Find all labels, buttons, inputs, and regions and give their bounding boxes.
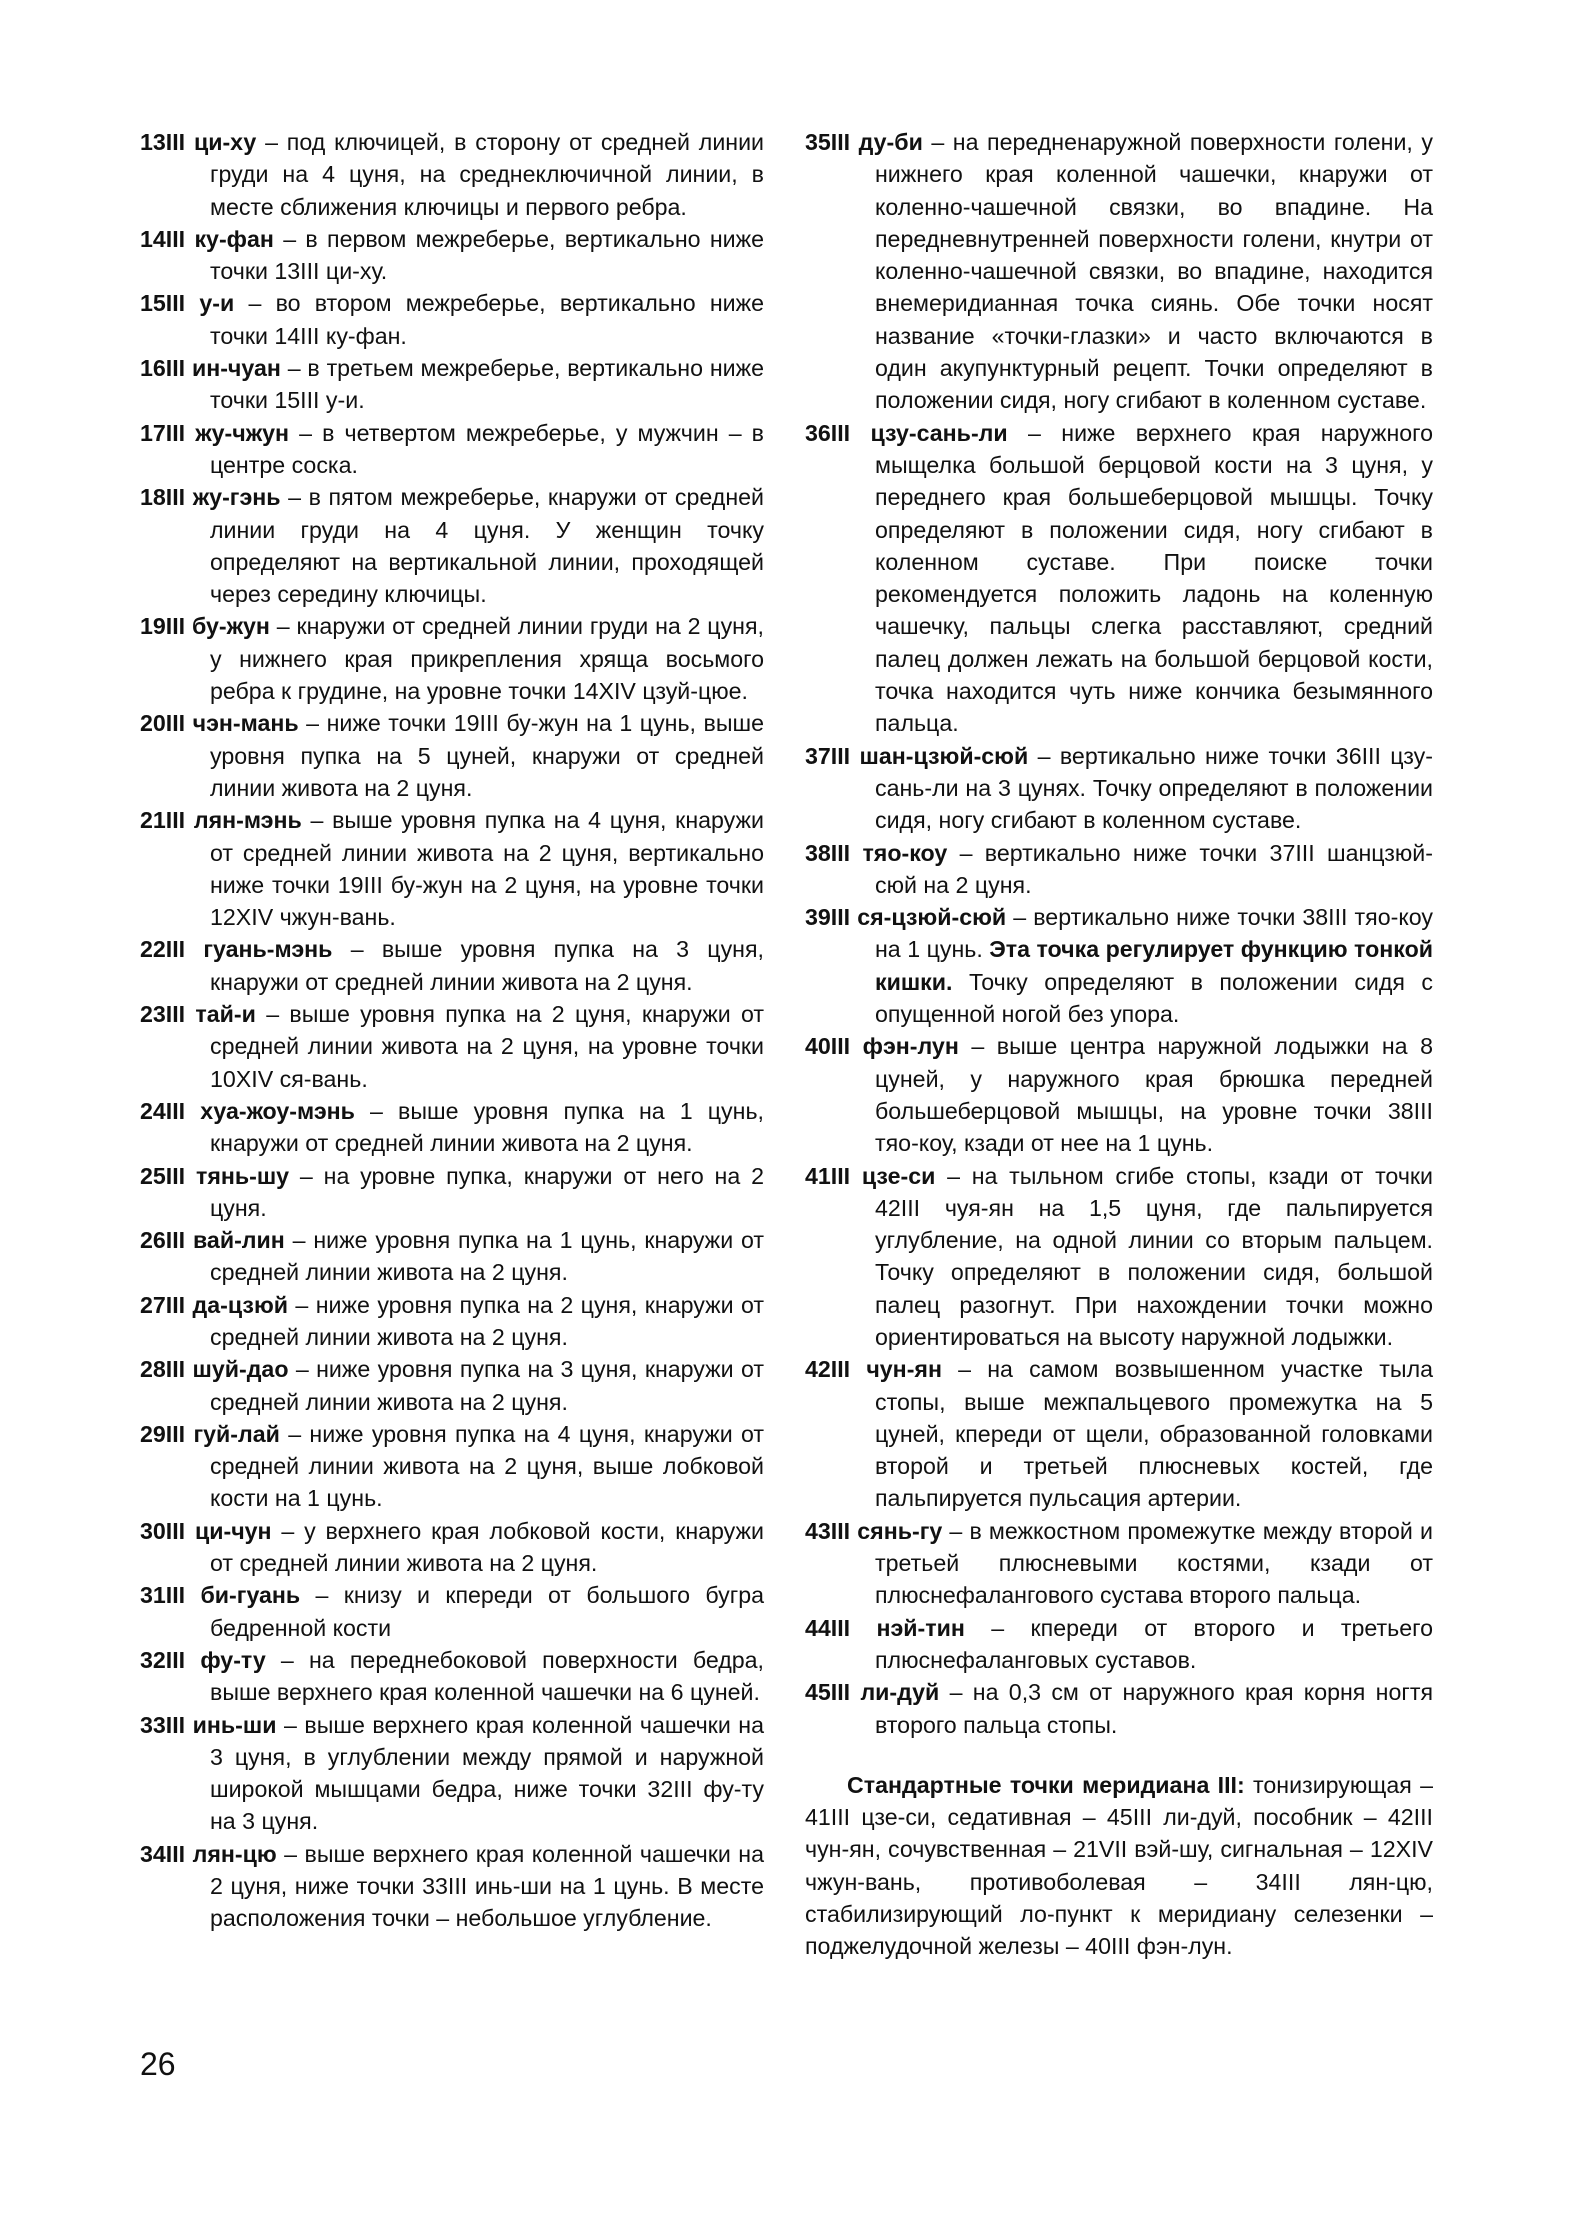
point-entry <box>140 223 764 288</box>
point-name: би-гуань <box>200 1582 301 1609</box>
point-code: 41III <box>805 1162 851 1189</box>
point-name: тяо-коу <box>862 839 948 866</box>
point-description: – в четвертом межреберье, у мужчин – в центре соска. <box>210 419 764 478</box>
point-code: 32III <box>140 1646 186 1673</box>
point-name: фу-ту <box>200 1646 266 1673</box>
point-name: лян-цю <box>192 1840 277 1867</box>
point-description: – ниже уровня пупка на 2 цуня, кнаружи от средней линии живота на 2 цуня. <box>210 1291 764 1350</box>
point-name: вай-лин <box>192 1227 285 1254</box>
point-entry <box>140 933 764 998</box>
point-entry <box>140 707 764 804</box>
point-code: 29III <box>140 1420 186 1447</box>
point-code: 19III <box>140 613 186 640</box>
point-description: – ниже уровня пупка на 3 цуня, кнаружи от средней линии живота на 2 цуня. <box>210 1356 764 1415</box>
point-code: 15III <box>140 290 186 317</box>
point-code: 43III <box>805 1517 851 1544</box>
point-entry <box>805 1030 1433 1159</box>
point-description: – книзу и кпереди от большого бугра бедренной кости <box>210 1582 764 1641</box>
point-code: 44III <box>805 1614 851 1641</box>
point-name: ци-ху <box>193 129 257 155</box>
point-code: 42III <box>805 1356 851 1383</box>
point-code: 33III <box>140 1711 186 1738</box>
point-name: ли-дуй <box>860 1679 940 1706</box>
point-name: сянь-гу <box>857 1517 943 1544</box>
point-code: 40III <box>805 1033 851 1060</box>
point-description: – выше центра наружной лодыжки на 8 цуней, у наружного края брюшка передней большеберцовой мышцы, на уровне точки 38III тяо-коу, кзади от нее на 1 цунь. <box>875 1033 1433 1157</box>
point-code: 27III <box>140 1291 186 1318</box>
point-code: 45III <box>805 1679 851 1706</box>
point-description: – вертикально ниже точки 36III цзу-сань-ли на 3 цунях. Точку определяют в положении сидя, ногу сгибают в коленном суставе. <box>875 742 1433 834</box>
point-description: – под ключицей, в сторону от средней линии груди на 4 цуня, на среднеключичной линии, в месте сближения ключицы и первого ребра. <box>210 129 764 220</box>
point-entry <box>140 1515 764 1580</box>
point-entry <box>805 837 1433 902</box>
point-description: – у верхнего края лобковой кости, кнаружи от средней линии живота на 2 цуня. <box>210 1517 764 1577</box>
point-code: 35III <box>805 129 851 155</box>
point-description: – ниже точки 19III бу-жун на 1 цунь, выше уровня пупка на 5 цуней, кнаружи от средней линии живота на 2 цуня. <box>210 710 764 801</box>
point-name: ку-фан <box>194 225 274 252</box>
point-entry <box>140 804 764 933</box>
point-name: фэн-лун <box>862 1033 959 1060</box>
point-name: цзу-сань-ли <box>870 419 1008 446</box>
summary-title: Стандартные точки меридиана III: <box>847 1771 1245 1798</box>
point-description: – в межкостном промежутке между второй и третьей плюсневыми костями, кзади от плюснефалангового сустава второго пальца. <box>875 1517 1433 1609</box>
point-code: 23III <box>140 1001 186 1028</box>
point-description: – вертикально ниже точки 37III шанцзюй-сюй на 2 цуня. <box>875 839 1433 898</box>
point-entry <box>140 1353 764 1418</box>
point-code: 22III <box>140 936 186 963</box>
point-code: 14III <box>140 225 186 252</box>
point-name: нэй-тин <box>876 1614 965 1641</box>
point-description: – кпереди от второго и третьего плюснефаланговых суставов. <box>875 1614 1433 1673</box>
point-name: шуй-дао <box>192 1356 289 1383</box>
point-emphasis: Эта точка регулирует функцию тонкой кишки. <box>875 936 1433 995</box>
point-description: – выше уровня пупка на 3 цуня, кнаружи от средней линии живота на 2 цуня. <box>210 936 764 995</box>
point-code: 38III <box>805 839 851 866</box>
point-description: – на переднебоковой поверхности бедра, выше верхнего края коленной чашечки на 6 цуней. <box>210 1646 764 1706</box>
point-entry <box>140 417 764 482</box>
point-name: хуа-жоу-мэнь <box>200 1097 355 1124</box>
point-entry <box>140 1224 764 1289</box>
point-name: лян-мэнь <box>193 807 302 834</box>
point-code: 31III <box>140 1582 186 1609</box>
point-code: 25III <box>140 1162 186 1189</box>
point-code: 28III <box>140 1356 186 1383</box>
point-description: – ниже уровня пупка на 4 цуня, кнаружи от средней линии живота на 2 цуня, выше лобковой кости на 1 цунь. <box>210 1420 764 1512</box>
point-entry <box>140 1418 764 1515</box>
point-name: цзе-си <box>861 1162 936 1189</box>
point-code: 18III <box>140 484 186 511</box>
point-description: – на передненаружной поверхности голени, у нижнего края коленной чашечки, кнаружи от коленно-чашечной связки, во впадине. На передневнутренней поверхности голени, кнутри от коленно-чашечной связки, во впадине, находится внемеридианная точка сиянь. Обе точки носят название «точки-глазки» и часто включаются в один акупунктурный рецепт. Точки определяют в положении сидя, ногу сгибают в коленном суставе. <box>875 129 1433 414</box>
point-code: 13III <box>140 129 186 155</box>
point-description: – кнаружи от средней линии груди на 2 цуня, у нижнего края прикрепления хряща восьмого ребра к грудине, на уровне точки 14XIV цзуй-цюе. <box>210 613 764 705</box>
point-description: – ниже верхнего края наружного мыщелка большой берцовой кости на 3 цуня, у переднего края большеберцовой мышцы. Точку определяют в положении сидя, ногу сгибают в коленном суставе. При поиске точки рекомендуется положить ладонь на коленную чашечку, пальцы слегка расставляют, средний палец должен лежать на большой берцовой кости, точка находится чуть ниже кончика безымянного пальца. <box>875 419 1433 737</box>
standard-points-summary <box>805 1769 1433 1963</box>
point-entry <box>140 126 764 223</box>
point-code: 39III <box>805 904 851 931</box>
point-description: – в третьем межреберье, вертикально ниже точки 15III у-и. <box>210 355 764 414</box>
point-code: 24III <box>140 1097 186 1124</box>
point-entry <box>805 1160 1433 1354</box>
point-code: 21III <box>140 807 186 834</box>
point-name: у-и <box>199 290 235 317</box>
point-code: 20III <box>140 710 186 737</box>
point-code: 26III <box>140 1227 186 1254</box>
point-entry <box>140 998 764 1095</box>
point-name: ду-би <box>858 129 923 155</box>
point-code: 17III <box>140 419 186 446</box>
point-code: 37III <box>805 742 851 769</box>
point-entry <box>140 1160 764 1225</box>
point-entry <box>140 610 764 707</box>
point-name: ся-цзюй-сюй <box>857 904 1007 931</box>
point-description: – в первом межреберье, вертикально ниже точки 13III ци-ху. <box>210 225 764 285</box>
point-code: 30III <box>140 1517 186 1544</box>
point-entry <box>140 1289 764 1354</box>
point-entry <box>805 417 1433 740</box>
point-code: 16III <box>140 355 186 382</box>
point-name: тай-и <box>195 1001 256 1028</box>
point-description: – во втором межреберье, вертикально ниже точки 14III ку-фан. <box>210 290 764 349</box>
summary-text: тонизирующая – 41III цзе-си, седативная – 45III ли-дуй, пособник – 42III чун-ян, сочувственная – 21VII вэй-шу, сигнальная – 12XIV чжун-вань, противоболевая – 34III лян-цю, стабилизирующий ло-пункт к меридиану селезенки – поджелудочной железы – 40III фэн-лун. <box>805 1771 1434 1960</box>
point-entry <box>140 287 764 352</box>
point-entry <box>805 126 1433 417</box>
point-code: 34III <box>140 1840 186 1867</box>
point-entry <box>140 1095 764 1160</box>
point-entry <box>805 1515 1433 1612</box>
point-name: шан-цзюй-сюй <box>859 742 1029 769</box>
right-column <box>805 126 1433 1986</box>
point-description: – выше уровня пупка на 2 цуня, кнаружи от средней линии живота на 2 цуня, на уровне точки 10XIV ся-вань. <box>210 1001 764 1092</box>
point-name: жу-чжун <box>195 419 290 446</box>
point-description: – на самом возвышенном участке тыла стопы, выше межпальцевого промежутка на 5 цуней, кпереди от щели, образованной головками второй и третьей плюсневых костей, где пальпируется пульсация артерии. <box>875 1356 1433 1512</box>
point-name: гуань-мэнь <box>203 936 333 963</box>
point-description: – выше уровня пупка на 4 цуня, кнаружи от средней линии живота на 2 цуня, вертикально ниже точки 19III бу-жун на 2 цуня, на уровне точки 12XIV чжун-вань. <box>210 807 764 931</box>
point-description: – на уровне пупка, кнаружи от него на 2 цуня. <box>210 1162 764 1221</box>
point-code: 36III <box>805 419 851 446</box>
point-entry <box>805 1353 1433 1514</box>
point-name: чун-ян <box>866 1356 942 1383</box>
point-entry <box>805 901 1433 1030</box>
point-entry <box>140 1644 764 1709</box>
point-entry <box>140 481 764 610</box>
point-name: чэн-мань <box>192 710 299 737</box>
point-name: ци-чун <box>194 1517 272 1544</box>
point-name: тянь-шу <box>195 1162 290 1189</box>
left-column <box>140 126 764 1935</box>
point-name: бу-жун <box>191 613 270 640</box>
point-description: – выше верхнего края коленной чашечки на 3 цуня, в углублении между прямой и наружной широкой мышцами бедра, ниже точки 32III фу-ту на 3 цуня. <box>210 1711 764 1835</box>
point-entry <box>140 352 764 417</box>
point-entry <box>805 740 1433 837</box>
page-number: 26 <box>140 2046 176 2082</box>
point-description: – на тыльном сгибе стопы, кзади от точки 42III чуя-ян на 1,5 цуня, где пальпируется углубление, на одной линии со вторым пальцем. Точку определяют в положении сидя, большой палец разогнут. При нахождении точки можно ориентироваться на высоту наружной лодыжки. <box>875 1162 1433 1350</box>
point-entry <box>140 1709 764 1838</box>
point-description-continued: Точку определяют в положении сидя с опущенной ногой без упора. <box>875 968 1433 1028</box>
point-entry <box>805 1612 1433 1677</box>
point-name: инь-ши <box>192 1711 277 1738</box>
point-entry <box>140 1838 764 1935</box>
point-entry <box>140 1579 764 1644</box>
point-name: ин-чуан <box>191 355 281 382</box>
point-description: – ниже уровня пупка на 1 цунь, кнаружи от средней линии живота на 2 цуня. <box>210 1227 764 1286</box>
point-entry <box>805 1676 1433 1741</box>
point-description: – на 0,3 см от наружного края корня ногтя второго пальца стопы. <box>875 1679 1434 1738</box>
point-name: гуй-лай <box>193 1420 280 1447</box>
point-description: – вертикально ниже точки 38III тяо-коу на 1 цунь. <box>875 904 1433 963</box>
point-description: – выше уровня пупка на 1 цунь, кнаружи от средней линии живота на 2 цуня. <box>210 1097 764 1157</box>
point-name: жу-гэнь <box>192 484 281 511</box>
point-description: – выше верхнего края коленной чашечки на 2 цуня, ниже точки 33III инь-ши на 1 цунь. В месте расположения точки – небольшое углубление. <box>210 1840 764 1932</box>
point-name: да-цзюй <box>192 1291 289 1318</box>
point-description: – в пятом межреберье, кнаружи от средней линии груди на 4 цуня. У женщин точку определяют на вертикальной линии, проходящей через середину ключицы. <box>210 484 764 608</box>
